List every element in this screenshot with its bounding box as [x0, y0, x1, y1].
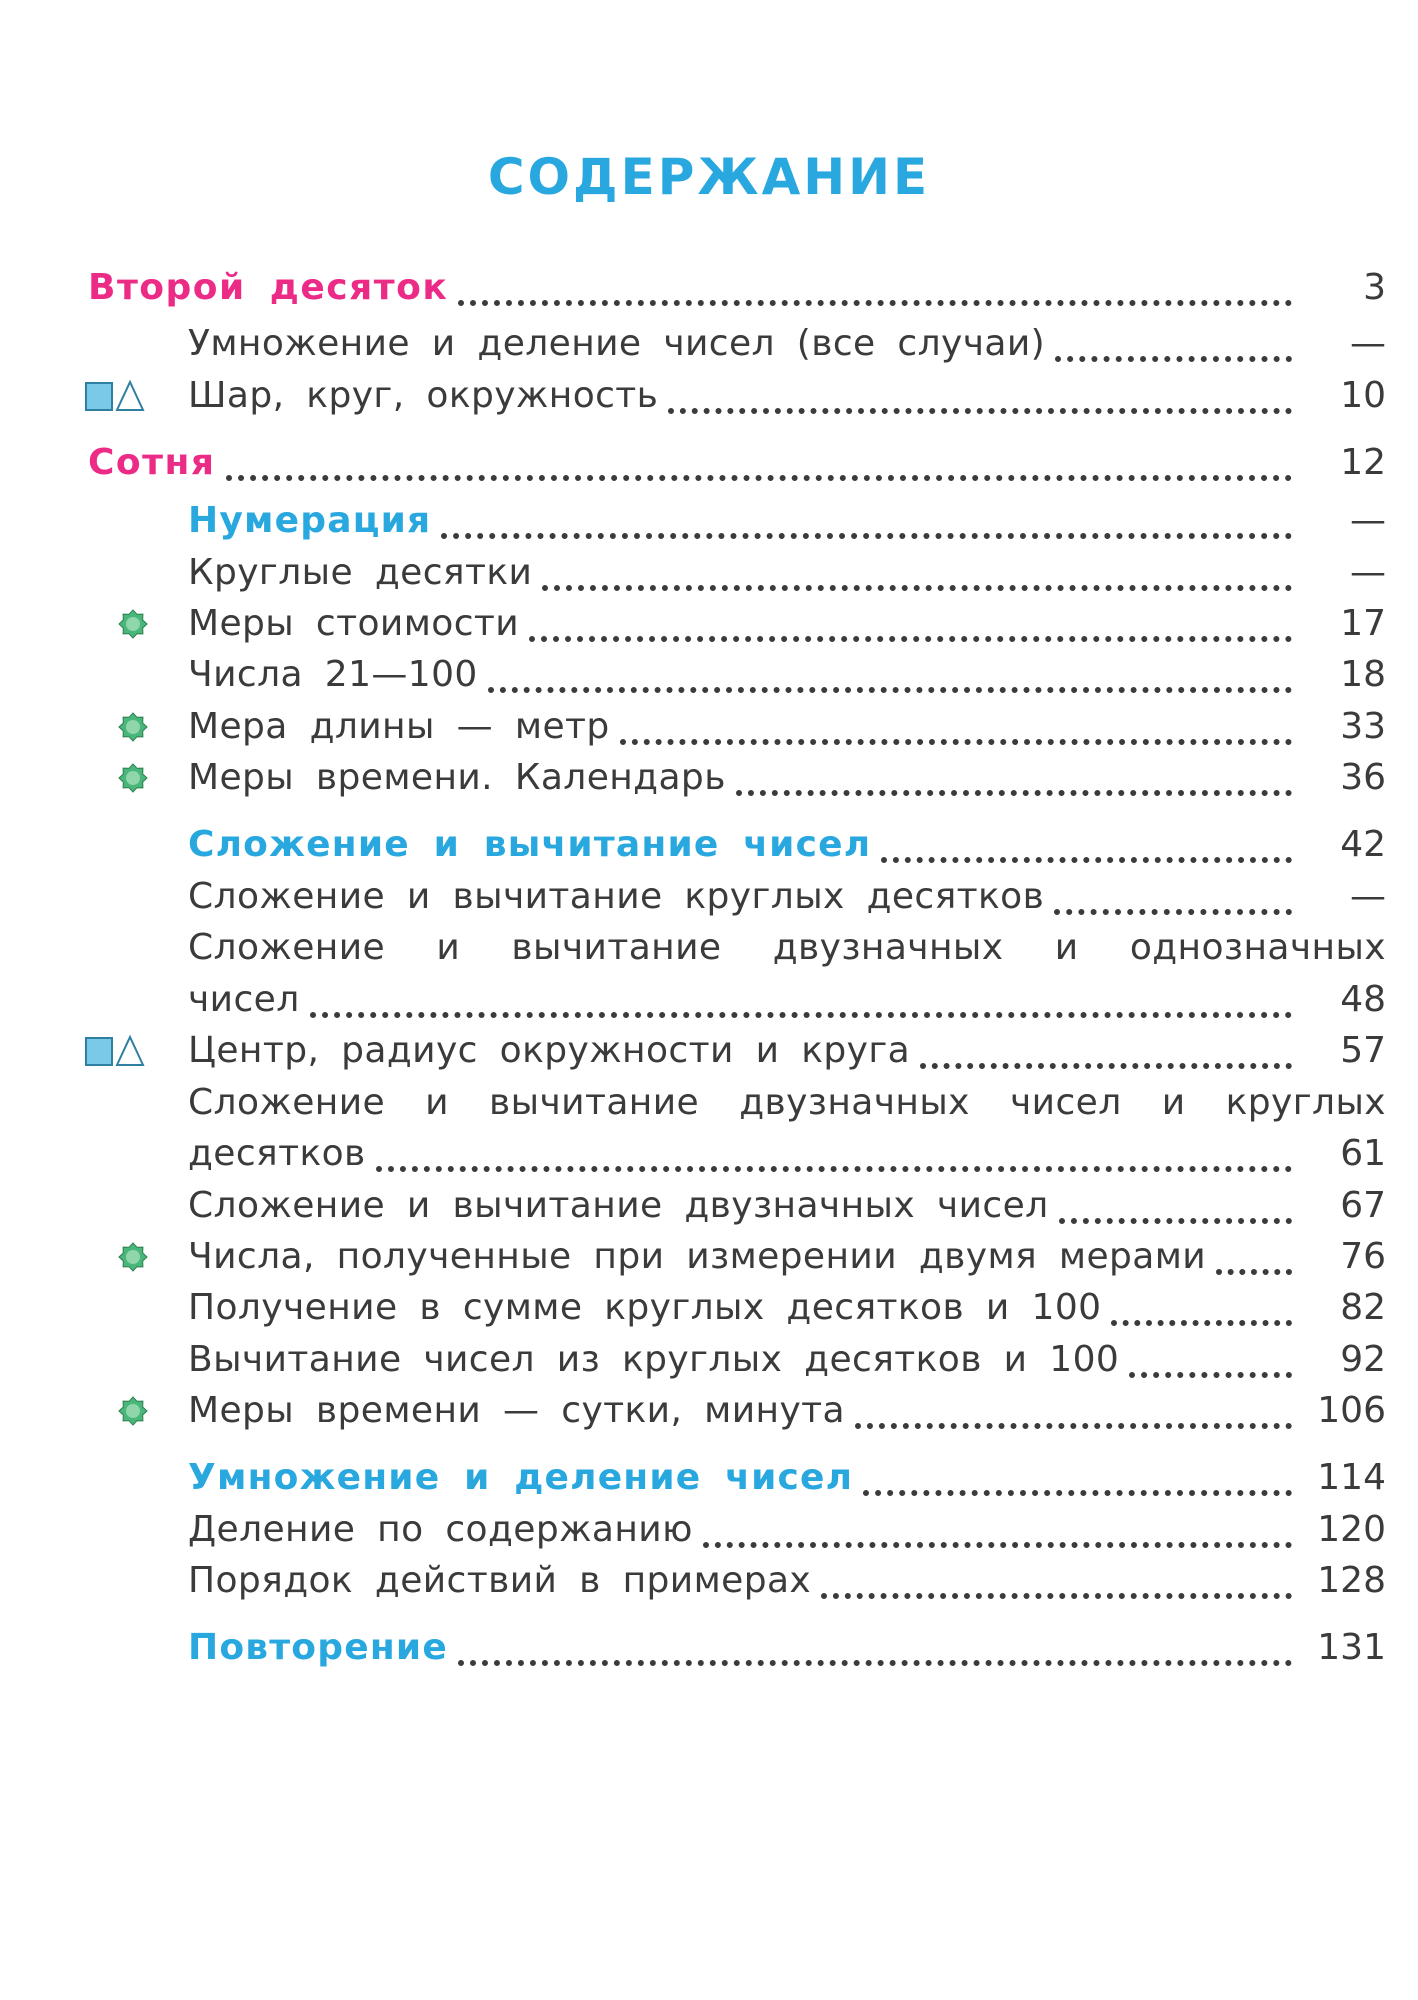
page-number: —: [1350, 876, 1386, 917]
page-number: —: [1350, 552, 1386, 593]
toc-entry[interactable]: [0, 1128, 1418, 1180]
toc-entry[interactable]: [0, 649, 1418, 701]
toc-entry[interactable]: [0, 1504, 1418, 1556]
entry-title: Меры стоимости: [188, 603, 520, 644]
toc-entry[interactable]: [0, 974, 1418, 1026]
entry-marker: [118, 705, 148, 749]
star-marker-icon: [118, 1396, 148, 1426]
entry-title: Сложение и вычитание двузначных чисел: [188, 1185, 1049, 1226]
section-title: Умножение и деление чисел: [188, 1457, 854, 1498]
toc-entry[interactable]: [0, 1385, 1418, 1437]
dot-leader: [458, 1626, 1292, 1666]
dot-leader: [863, 1456, 1292, 1496]
dot-leader: [376, 1132, 1292, 1172]
page-number: 10: [1340, 375, 1386, 416]
page-number: 33: [1340, 706, 1386, 747]
toc-entry[interactable]: [0, 1180, 1418, 1232]
section-title: Сложение и вычитание чисел: [188, 824, 872, 865]
entry-title: Сложение и вычитание двузначных чисел и круглых: [188, 1082, 1386, 1123]
entry-title: Мера длины — метр: [188, 706, 610, 747]
dot-leader: [226, 441, 1292, 481]
dot-leader: [1111, 1286, 1292, 1326]
page-number: 120: [1317, 1509, 1386, 1550]
toc-entry[interactable]: [0, 752, 1418, 804]
entry-title: Шар, круг, окружность: [188, 375, 659, 416]
dot-leader: [542, 551, 1292, 591]
dot-leader: [736, 756, 1292, 796]
page-number: 128: [1317, 1560, 1386, 1601]
page-number: 92: [1340, 1339, 1386, 1380]
star-marker-icon: [118, 763, 148, 793]
entry-title: Меры времени — сутки, минута: [188, 1390, 845, 1431]
toc-entry[interactable]: [0, 922, 1418, 974]
dot-leader: [488, 653, 1292, 693]
page-number: 3: [1363, 267, 1386, 308]
dot-leader: [881, 823, 1292, 863]
section-title: Второй десяток: [88, 267, 449, 308]
section-title: Повторение: [188, 1627, 448, 1668]
entry-marker: [118, 602, 148, 646]
toc-entry[interactable]: [0, 1025, 1418, 1077]
page-number: 57: [1340, 1030, 1386, 1071]
entry-title: Деление по содержанию: [188, 1509, 693, 1550]
dot-leader: [668, 374, 1292, 414]
section-title: Нумерация: [188, 500, 432, 541]
toc-entry[interactable]: [0, 437, 1418, 489]
dot-leader: [1129, 1338, 1292, 1378]
page-number: 48: [1340, 979, 1386, 1020]
toc-entry[interactable]: [0, 1077, 1418, 1129]
page-number: 61: [1340, 1133, 1386, 1174]
entry-title: Порядок действий в примерах: [188, 1560, 812, 1601]
page-number: 67: [1340, 1185, 1386, 1226]
entry-marker: [118, 1235, 148, 1279]
geometry-marker-icon: [84, 379, 146, 413]
dot-leader: [620, 705, 1292, 745]
dot-leader: [703, 1508, 1292, 1548]
page-number: 131: [1317, 1627, 1386, 1668]
page-number: —: [1350, 500, 1386, 541]
page-number: 42: [1340, 824, 1386, 865]
toc-entry[interactable]: [0, 370, 1418, 422]
entry-title: десятков: [188, 1133, 366, 1174]
dot-leader: [458, 266, 1292, 306]
dot-leader: [529, 602, 1292, 642]
dot-leader: [1059, 1184, 1292, 1224]
dot-leader: [310, 978, 1292, 1018]
toc-entry[interactable]: [0, 318, 1418, 370]
toc-entry[interactable]: [0, 547, 1418, 599]
page-number: —: [1350, 323, 1386, 364]
entry-title: Круглые десятки: [188, 552, 533, 593]
entry-marker: [84, 374, 146, 418]
dot-leader: [1055, 322, 1292, 362]
entry-title: чисел: [188, 979, 300, 1020]
page-number: 114: [1317, 1457, 1386, 1498]
entry-title: Умножение и деление чисел (все случаи): [188, 323, 1046, 364]
toc-entry[interactable]: [0, 1334, 1418, 1386]
page-title: СОДЕРЖАНИЕ: [487, 148, 931, 206]
toc-entry[interactable]: [0, 871, 1418, 923]
toc-entry[interactable]: [0, 1282, 1418, 1334]
entry-marker: [118, 756, 148, 800]
page-number: 12: [1340, 442, 1386, 483]
toc-entry[interactable]: [0, 495, 1418, 547]
toc-entry[interactable]: [0, 819, 1418, 871]
page-number: 106: [1317, 1390, 1386, 1431]
entry-title: Сложение и вычитание круглых десятков: [188, 876, 1045, 917]
entry-title: Числа 21—100: [188, 654, 478, 695]
entry-marker: [118, 1389, 148, 1433]
star-marker-icon: [118, 1242, 148, 1272]
toc-entry[interactable]: [0, 262, 1418, 314]
toc-entry[interactable]: [0, 1452, 1418, 1504]
page-number: 82: [1340, 1287, 1386, 1328]
dot-leader: [1216, 1235, 1292, 1275]
toc-entry[interactable]: [0, 1622, 1418, 1674]
toc-entry[interactable]: [0, 701, 1418, 753]
dot-leader: [821, 1559, 1292, 1599]
dot-leader: [855, 1389, 1292, 1429]
toc-entry[interactable]: [0, 1231, 1418, 1283]
entry-title: Получение в сумме круглых десятков и 100: [188, 1287, 1102, 1328]
page-number: 17: [1340, 603, 1386, 644]
entry-title: Вычитание чисел из круглых десятков и 100: [188, 1339, 1120, 1380]
entry-title: Сложение и вычитание двузначных и однозначных: [188, 927, 1386, 968]
entry-title: Меры времени. Календарь: [188, 757, 726, 798]
entry-title: Числа, полученные при измерении двумя мерами: [188, 1236, 1207, 1277]
entry-marker: [84, 1029, 146, 1073]
page-number: 76: [1340, 1236, 1386, 1277]
page-number: 18: [1340, 654, 1386, 695]
dot-leader: [441, 499, 1292, 539]
dot-leader: [1054, 875, 1292, 915]
toc-entry[interactable]: [0, 1555, 1418, 1607]
geometry-marker-icon: [84, 1034, 146, 1068]
toc-entry[interactable]: [0, 598, 1418, 650]
entry-title: Центр, радиус окружности и круга: [188, 1030, 911, 1071]
dot-leader: [920, 1029, 1292, 1069]
page-number: 36: [1340, 757, 1386, 798]
star-marker-icon: [118, 712, 148, 742]
section-title: Сотня: [88, 442, 216, 483]
star-marker-icon: [118, 609, 148, 639]
